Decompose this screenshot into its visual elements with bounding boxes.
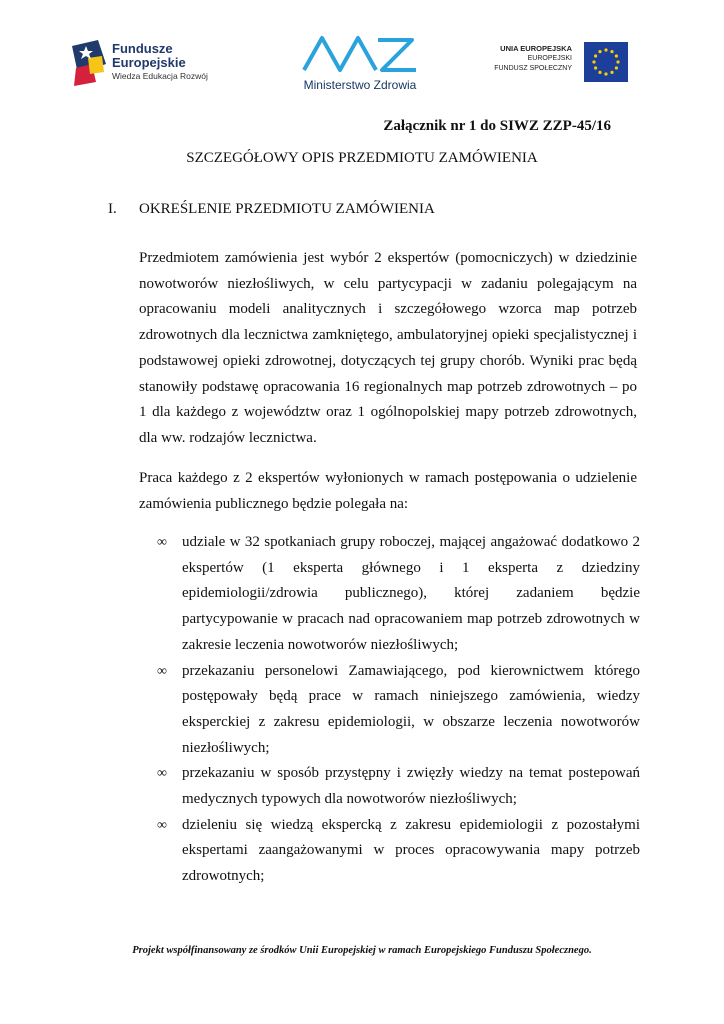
fundusze-europejskie-logo (70, 38, 240, 94)
fe-logo-line2: Europejskie (112, 55, 186, 70)
fundusze-europejskie-flag-icon (70, 38, 108, 90)
list-item (157, 761, 640, 812)
ministerstwo-zdrowia-logo (290, 32, 430, 96)
mz-wave-icon (300, 32, 420, 74)
ue-logo-line3: FUNDUSZ SPOŁECZNY (494, 65, 572, 72)
list-item-text: udziale w 32 spotkaniach grupy roboczej, mającej angażować dodatkowo 2 ekspertów (1 eksperta głównego i 1 eksperta z dziedziny epidemiologii/zdrowia publicznego), której zadaniem będzie partycypowanie w pracach nad opracowaniem map potrzeb zdrowotnych w zakresie leczenia nowotworów niezłośliwych; (182, 534, 640, 653)
bullet-infinity-icon: ∞ (157, 817, 167, 833)
section-number: I. (108, 201, 117, 217)
fe-logo-tagline: Wiedza Edukacja Rozwój (112, 71, 208, 81)
bullet-infinity-icon: ∞ (157, 766, 167, 782)
document-title: SZCZEGÓŁOWY OPIS PRZEDMIOTU ZAMÓWIENIA (186, 150, 538, 166)
section-heading-text: OKREŚLENIE PRZEDMIOTU ZAMÓWIENIA (139, 201, 435, 217)
list-item (157, 659, 640, 762)
list-item (157, 530, 640, 659)
section-heading (108, 201, 435, 218)
bullet-list (157, 530, 640, 890)
bullet-infinity-icon: ∞ (157, 535, 167, 550)
ue-logo-line1: UNIA EUROPEJSKA (500, 44, 572, 53)
list-item-text: przekazaniu personelowi Zamawiającego, pod kierownictwem którego postępowały będą prace w ramach niniejszego zamówienia, wiedzy eksperckiej z zakresu epidemiologii, w obszarze leczenia nowotworów niezłośliwych; (182, 662, 640, 756)
list-item-text: przekazaniu w sposób przystępny i zwięzły wiedzy na temat postepowań medycznych typowych dla nowotworów niezłośliwych; (182, 765, 640, 808)
paragraph-1: Przedmiotem zamówienia jest wybór 2 ekspertów (pomocniczych) w dziedzinie nowotworów niezłośliwych, w celu partycypacji w zadaniu polegającym na opracowaniu modeli analitycznych i szczegółowego wzorca map potrzeb zdrowotnych dla lecznictwa zamkniętego, ambulatoryjnej opieki specjalistycznej i podstawowej opieki zdrowotnej, dotyczących tej grupy chorób. Wyniki prac będą stanowiły podstawę opracowania 16 regionalnych map potrzeb zdrowotnych – po 1 dla każdego z województw oraz 1 ogólnopolskiej mapy potrzeb zdrowotnych, dla ww. rodzajów lecznictwa. (139, 250, 637, 446)
list-item-text: dzieleniu się wiedzą ekspercką z zakresu epidemiologii z pozostałymi ekspertami zaangażowanymi w proces opracowywania mapy potrzeb zdrowotnych; (182, 816, 640, 885)
page-footer: Projekt współfinansowany ze środków Unii Europejskiej w ramach Europejskiego Funduszu Społecznego. (132, 945, 592, 956)
eu-flag-icon (584, 42, 628, 82)
annex-reference: Załącznik nr 1 do SIWZ ZZP-45/16 (383, 118, 611, 134)
paragraph-2: Praca każdego z 2 ekspertów wyłonionych w ramach postępowania o udzielenie zamówienia publicznego będzie polegała na: (139, 470, 637, 512)
unia-europejska-logo (480, 40, 640, 90)
mz-logo-name: Ministerstwo Zdrowia (303, 78, 417, 92)
ue-logo-line2: EUROPEJSKI (527, 55, 572, 62)
fe-logo-line1: Fundusze (112, 41, 173, 56)
list-item (157, 813, 640, 890)
bullet-infinity-icon: ∞ (157, 663, 167, 679)
